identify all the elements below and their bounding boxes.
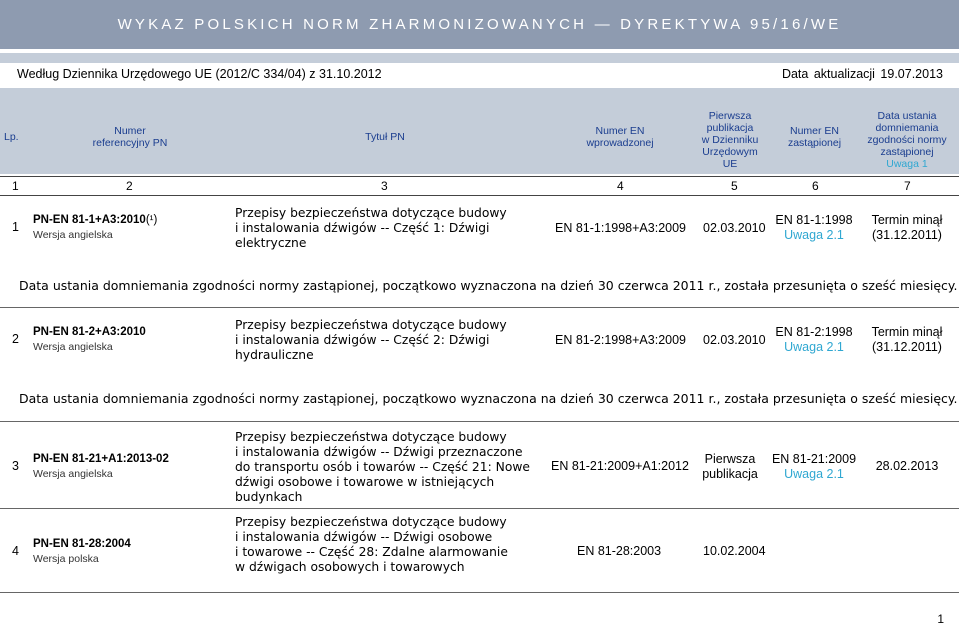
pn-title — [235, 318, 507, 363]
header-text: wprowadzonej — [586, 137, 654, 149]
cessation-date — [862, 325, 952, 355]
row-divider — [0, 307, 959, 308]
cessation-note: Uwaga 1 — [886, 158, 928, 170]
publication-date: 02.03.2010 — [703, 333, 766, 347]
replaced-note: Uwaga 2.1 — [784, 340, 844, 354]
header-pn-number — [80, 125, 180, 149]
title-line: Przepisy bezpieczeństwa dotyczące budowy — [235, 318, 507, 332]
source-info: Według Dziennika Urzędowego UE (2012/C 334/04) z 31.10.2012 — [17, 67, 382, 81]
pn-number: PN-EN 81-2+A3:2010 — [33, 326, 146, 338]
row-divider — [0, 508, 959, 509]
header-first-publication — [690, 110, 770, 170]
version: Wersja angielska — [33, 468, 113, 480]
en-replaced — [770, 325, 858, 355]
document-banner — [0, 0, 959, 49]
cessation-date: 28.02.2013 — [875, 459, 939, 473]
pn-reference — [33, 213, 157, 243]
replaced-number: EN 81-2:1998 — [775, 325, 853, 339]
version: Wersja polska — [33, 553, 99, 565]
pub-line: Pierwsza — [704, 452, 756, 466]
header-cessation — [862, 110, 952, 170]
title-line: hydrauliczne — [235, 348, 314, 362]
title-line: dźwigi osobowe i towarowe w istniejących — [235, 475, 495, 489]
footnote-ref: (¹) — [145, 214, 158, 226]
pn-title — [235, 515, 508, 575]
col-num: 4 — [617, 179, 624, 193]
header-text: referencyjny PN — [92, 137, 168, 149]
title-line: i towarowe -- Część 28: Zdalne alarmowanie — [235, 545, 508, 559]
en-replaced — [770, 452, 858, 482]
title-line: i instalowania dźwigów -- Dźwigi przeznaczone — [235, 445, 523, 459]
row-divider — [0, 592, 959, 593]
note-text: Data ustania domniemania zgodności normy zastąpionej, początkowo wyznaczona na dzień 30 czerwca 2011 r., została przesunięta o sześć miesięcy. — [19, 278, 958, 293]
cessation-line: Termin minął — [871, 213, 943, 227]
header-divider — [0, 195, 959, 196]
pn-title — [235, 430, 530, 505]
title-line: budynkach — [235, 490, 303, 504]
title-line: do transportu osób i towarów -- Część 21: Nowe — [235, 460, 530, 474]
header-en-introduced — [560, 125, 680, 149]
col-num: 3 — [381, 179, 388, 193]
title-line: i instalowania dźwigów -- Dźwigi osobowe — [235, 530, 493, 544]
title-line: i instalowania dźwigów -- Część 1: Dźwigi — [235, 221, 490, 235]
header-text: Numer EN — [789, 125, 839, 137]
row-lp: 4 — [12, 544, 19, 558]
publication-date: 10.02.2004 — [703, 544, 766, 558]
header-pn-title: Tytuł PN — [365, 131, 405, 143]
update-date: Data aktualizacji 19.07.2013 — [781, 67, 943, 81]
en-replaced — [770, 213, 858, 243]
en-introduced: EN 81-21:2009+A1:2012 — [551, 459, 689, 473]
column-numbers — [0, 178, 959, 194]
banner-divider — [0, 53, 959, 63]
note-text: Data ustania domniemania zgodności normy zastąpionej, początkowo wyznaczona na dzień 30 czerwca 2011 r., została przesunięta o sześć miesięcy. — [19, 391, 958, 406]
cessation-line: (31.12.2011) — [872, 340, 942, 354]
pn-number: PN-EN 81-28:2004 — [33, 538, 131, 550]
row-lp: 2 — [12, 332, 19, 346]
pn-reference — [33, 325, 146, 355]
header-text: zastąpionej — [787, 137, 842, 149]
header-text: Numer — [114, 125, 146, 137]
pn-reference — [33, 452, 169, 482]
col-num: 5 — [731, 179, 738, 193]
replaced-note: Uwaga 2.1 — [784, 467, 844, 481]
title-line: Przepisy bezpieczeństwa dotyczące budowy — [235, 515, 507, 529]
title-line: i instalowania dźwigów -- Część 2: Dźwigi — [235, 333, 490, 347]
header-text: publikacja — [706, 122, 754, 134]
header-text: Urzędowym — [702, 146, 758, 158]
pn-number: PN-EN 81-21+A1:2013-02 — [33, 453, 169, 465]
header-text: Numer EN — [595, 125, 645, 137]
header-lp: Lp. — [4, 131, 19, 143]
pn-reference — [33, 537, 131, 567]
header-en-replaced — [772, 125, 857, 149]
row-lp: 3 — [12, 459, 19, 473]
en-introduced: EN 81-1:1998+A3:2009 — [555, 221, 687, 235]
header-text: zgodności normy — [867, 134, 947, 146]
replaced-number: EN 81-21:2009 — [771, 452, 857, 466]
page-number: 1 — [937, 612, 944, 626]
header-text: UE — [722, 158, 738, 170]
pub-line: publikacja — [702, 467, 758, 481]
version: Wersja angielska — [33, 341, 113, 353]
version: Wersja angielska — [33, 229, 113, 241]
document-title: WYKAZ POLSKICH NORM ZHARMONIZOWANYCH — DYREKTYWA 95/16/WE — [117, 16, 842, 33]
header-text: w Dzienniku — [701, 134, 759, 146]
header-text: zastąpionej — [880, 146, 934, 158]
col-num: 1 — [12, 179, 19, 193]
pn-number: PN-EN 81-1+A3:2010 — [33, 214, 146, 226]
header-text: Data ustania — [877, 110, 937, 122]
col-num: 2 — [126, 179, 133, 193]
title-line: elektryczne — [235, 236, 307, 250]
en-introduced: EN 81-2:1998+A3:2009 — [555, 333, 687, 347]
header-divider — [0, 176, 959, 177]
cessation-line: Termin minął — [871, 325, 943, 339]
row-lp: 1 — [12, 220, 19, 234]
en-introduced: EN 81-28:2003 — [577, 544, 662, 558]
col-num: 7 — [904, 179, 911, 193]
title-line: w dźwigach osobowych i towarowych — [235, 560, 465, 574]
cessation-line: (31.12.2011) — [872, 228, 942, 242]
col-num: 6 — [812, 179, 819, 193]
cessation-date — [862, 213, 952, 243]
publication-date: 02.03.2010 — [703, 221, 766, 235]
header-text: domniemania — [875, 122, 939, 134]
pn-title — [235, 206, 507, 251]
publication-date — [690, 452, 770, 482]
title-line: Przepisy bezpieczeństwa dotyczące budowy — [235, 430, 507, 444]
header-text: Pierwsza — [708, 110, 752, 122]
title-line: Przepisy bezpieczeństwa dotyczące budowy — [235, 206, 507, 220]
row-divider — [0, 421, 959, 422]
replaced-number: EN 81-1:1998 — [775, 213, 853, 227]
replaced-note: Uwaga 2.1 — [784, 228, 844, 242]
